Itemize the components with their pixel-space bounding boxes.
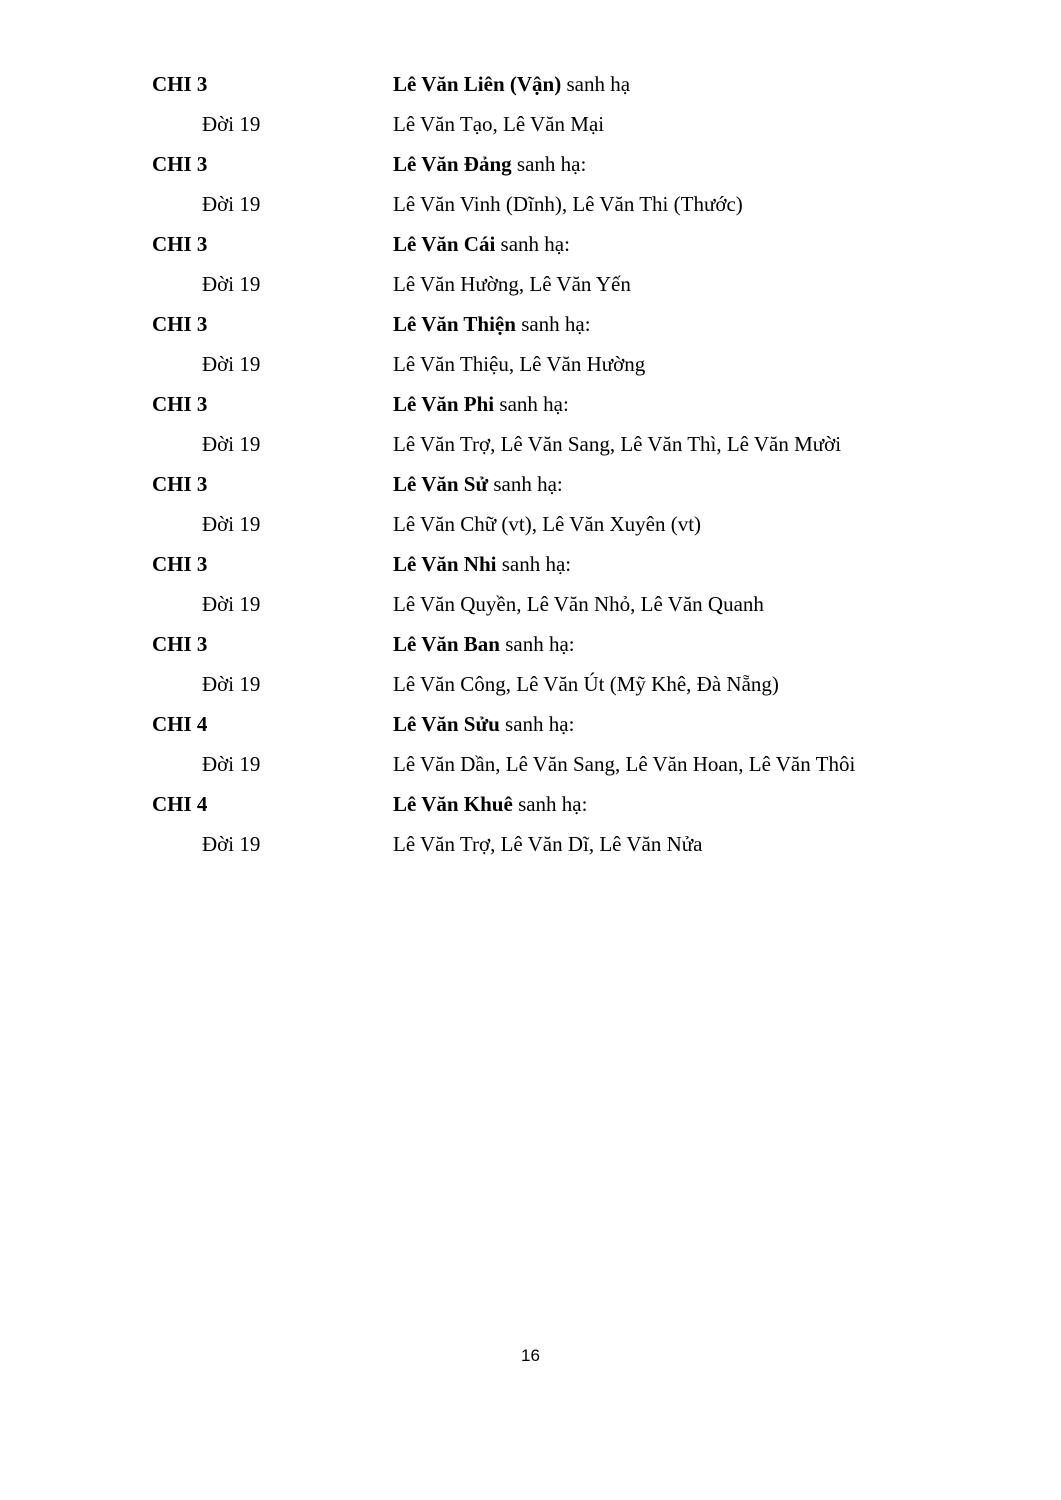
branch-label: CHI 3 [152,152,208,176]
branch-row [0,384,1061,424]
generation-row [0,344,1061,384]
parent-suffix: sanh hạ: [499,632,575,656]
children-names: Lê Văn Dần, Lê Văn Sang, Lê Văn Hoan, Lê Văn Thôi [393,752,856,776]
parent-line [393,464,563,504]
parent-line [393,64,630,104]
children-names: Lê Văn Chữ (vt), Lê Văn Xuyên (vt) [393,512,702,536]
branch-row [0,464,1061,504]
generation-row [0,264,1061,304]
parent-name: Lê Văn Sửu [393,712,500,736]
children-names: Lê Văn Thiệu, Lê Văn Hường [393,352,646,376]
generation-label: Đời 19 [202,432,261,456]
parent-line [393,704,574,744]
parent-suffix: sanh hạ: [495,232,570,256]
branch-label: CHI 3 [152,392,208,416]
generation-row [0,424,1061,464]
generation-row [0,184,1061,224]
generation-label: Đời 19 [202,592,261,616]
parent-line [393,384,569,424]
branch-label: CHI 4 [152,792,208,816]
generation-row [0,584,1061,624]
parent-suffix: sanh hạ: [515,312,591,336]
parent-suffix: sanh hạ: [496,552,572,576]
parent-name: Lê Văn Liên (Vận) [393,72,562,96]
children-names: Lê Văn Quyền, Lê Văn Nhỏ, Lê Văn Quanh [393,592,764,616]
parent-line [393,304,591,344]
branch-row [0,64,1061,104]
parent-suffix: sanh hạ: [488,472,563,496]
parent-suffix: sanh hạ [561,72,631,96]
children-names: Lê Văn Vinh (Dĩnh), Lê Văn Thi (Thước) [393,192,743,216]
branch-label: CHI 4 [152,712,208,736]
genealogy-list [0,64,1061,864]
branch-row [0,624,1061,664]
parent-line [393,784,587,824]
children-names: Lê Văn Trợ, Lê Văn Sang, Lê Văn Thì, Lê Văn Mười [393,432,842,456]
branch-row [0,144,1061,184]
parent-name: Lê Văn Cái [393,232,496,256]
branch-label: CHI 3 [152,72,208,96]
branch-label: CHI 3 [152,472,208,496]
branch-row [0,224,1061,264]
parent-suffix: sanh hạ: [499,712,575,736]
parent-line [393,624,575,664]
generation-row [0,824,1061,864]
parent-name: Lê Văn Phi [393,392,495,416]
generation-label: Đời 19 [202,512,261,536]
parent-suffix: sanh hạ: [494,392,569,416]
branch-label: CHI 3 [152,552,208,576]
branch-row [0,304,1061,344]
generation-row [0,744,1061,784]
parent-name: Lê Văn Nhi [393,552,497,576]
parent-name: Lê Văn Khuê [393,792,513,816]
children-names: Lê Văn Trợ, Lê Văn Dĩ, Lê Văn Nửa [393,832,703,856]
generation-label: Đời 19 [202,272,261,296]
parent-line [393,544,571,584]
generation-label: Đời 19 [202,352,261,376]
generation-label: Đời 19 [202,672,261,696]
parent-line [393,224,570,264]
parent-name: Lê Văn Thiện [393,312,516,336]
generation-label: Đời 19 [202,752,261,776]
page-number: 16 [521,1346,540,1365]
generation-label: Đời 19 [202,112,261,136]
parent-name: Lê Văn Ban [393,632,500,656]
generation-row [0,504,1061,544]
generation-label: Đời 19 [202,192,261,216]
parent-line [393,144,586,184]
children-names: Lê Văn Công, Lê Văn Út (Mỹ Khê, Đà Nẵng) [393,672,779,696]
parent-name: Lê Văn Sử [393,472,489,496]
children-names: Lê Văn Hường, Lê Văn Yến [393,272,631,296]
branch-label: CHI 3 [152,632,208,656]
generation-row [0,104,1061,144]
parent-suffix: sanh hạ: [512,792,588,816]
branch-row [0,544,1061,584]
generation-row [0,664,1061,704]
parent-name: Lê Văn Đảng [393,152,512,176]
branch-label: CHI 3 [152,232,208,256]
children-names: Lê Văn Tạo, Lê Văn Mại [393,112,605,136]
generation-label: Đời 19 [202,832,261,856]
parent-suffix: sanh hạ: [511,152,587,176]
branch-row [0,784,1061,824]
branch-row [0,704,1061,744]
branch-label: CHI 3 [152,312,208,336]
